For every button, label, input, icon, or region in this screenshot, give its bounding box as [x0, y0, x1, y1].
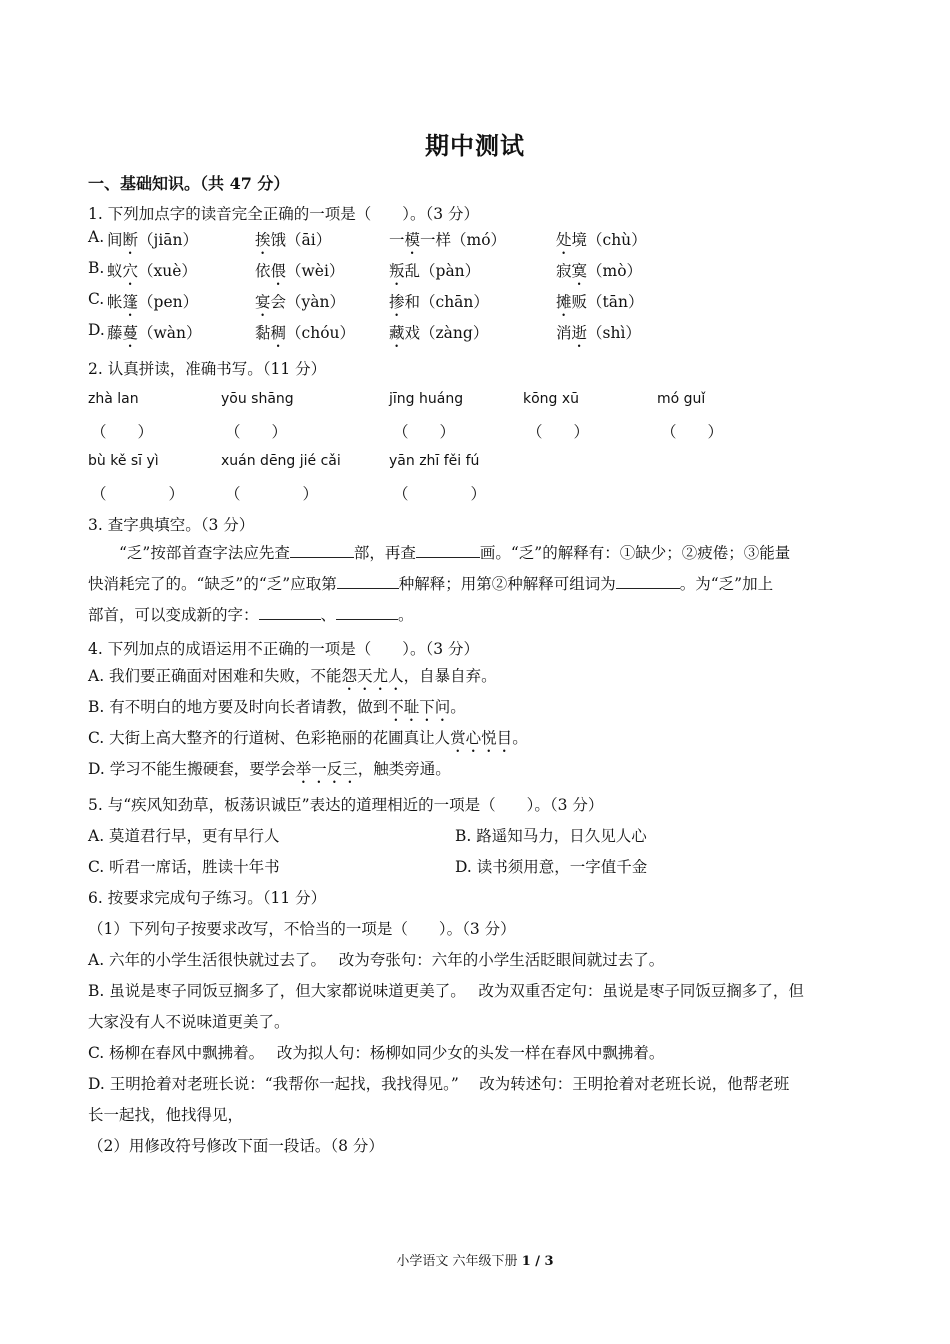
question-5-option-b: B. 路遥知马力，日久见人心: [455, 827, 647, 845]
dotted-character: 偎: [270, 262, 287, 280]
dotted-character: 寞: [571, 262, 588, 280]
option-item: [389, 228, 506, 258]
option-text: 一样（mó）: [420, 231, 507, 249]
question-5-option-c: C. 听君一席话，胜读十年书: [88, 858, 280, 876]
option-text: 蚁: [107, 262, 123, 280]
question-6-option-d-line-1: D. 王明抢着对老班长说：“我帮你一起找，我找得见。” 改为转述句：王明抢着对老班长说，他帮老班: [88, 1075, 790, 1093]
option-text: 帐: [107, 293, 123, 311]
option-text: 会（yàn）: [270, 293, 345, 311]
q3-text: “乏”按部首查字法应先查: [119, 544, 290, 562]
dotted-character: 稠: [270, 324, 287, 342]
pinyin-text: yān zhī fěi fú: [389, 453, 480, 469]
pinyin-text: zhà lan: [88, 391, 139, 407]
option-text: 。: [450, 698, 466, 716]
question-4-option-d: [88, 757, 451, 787]
option-item: [255, 290, 345, 320]
dotted-character: 掺: [389, 293, 405, 311]
option-text: 间: [107, 231, 123, 249]
option-text: （mò）: [587, 262, 643, 280]
pinyin-text: mó guǐ: [657, 391, 706, 407]
option-item: [556, 321, 641, 351]
dotted-character: 逝: [571, 324, 588, 342]
answer-blank[interactable]: [616, 571, 680, 589]
q3-text: 、: [320, 606, 337, 624]
dotted-character: 藏: [389, 324, 405, 342]
question-6-sub-1: （1）下列句子按要求改写，不恰当的一项是（ ）。（3 分）: [88, 920, 516, 938]
option-label: C.: [88, 290, 105, 308]
question-4-option-a: [88, 664, 497, 694]
option-label: A.: [88, 228, 105, 246]
dotted-character: 蔓: [122, 324, 139, 342]
option-item: [556, 228, 647, 258]
option-text: 和（chān）: [404, 293, 489, 311]
option-item: [389, 290, 489, 320]
dotted-character: 叛: [389, 262, 405, 280]
answer-blank[interactable]: [336, 602, 398, 620]
option-item: [255, 259, 344, 289]
question-2-stem: 2. 认真拼读，准确书写。（11 分）: [88, 360, 327, 378]
option-item: [255, 321, 355, 351]
option-text: 一: [389, 231, 405, 249]
question-6-stem: 6. 按要求完成句子练习。（11 分）: [88, 889, 327, 907]
q3-text: 画。“乏”的解释有：①缺少；②疲倦；③能量: [479, 544, 791, 562]
answer-blank[interactable]: [337, 571, 399, 589]
option-item: [389, 321, 488, 351]
option-text: 贩（tān）: [571, 293, 644, 311]
answer-parentheses[interactable]: （ ）: [91, 485, 185, 503]
option-label: D.: [88, 321, 105, 339]
dotted-idiom: 怨天尤人: [341, 667, 404, 685]
question-6-sub-2: （2）用修改符号修改下面一段话。（8 分）: [88, 1137, 384, 1155]
option-label: B.: [88, 259, 105, 277]
q3-text: 部首，可以变成新的字：: [88, 606, 259, 624]
dotted-character: 穴: [122, 262, 139, 280]
question-4-stem: 4. 下列加点的成语运用不正确的一项是（ ）。（3 分）: [88, 640, 480, 658]
option-item: [556, 290, 643, 320]
option-text: 乱（pàn）: [404, 262, 481, 280]
option-item: [255, 228, 331, 258]
dotted-character: 宴: [255, 293, 271, 311]
option-item: [107, 259, 197, 289]
question-6-option-c: C. 杨柳在春风中飘拂着。 改为拟人句：杨柳如同少女的头发一样在春风中飘拂着。: [88, 1044, 665, 1062]
dotted-character: 模: [404, 231, 421, 249]
question-5-option-a: A. 莫道君行早，更有早行人: [88, 827, 280, 845]
pinyin-text: kōng xū: [523, 391, 580, 407]
q3-text: 。: [398, 606, 414, 624]
section-heading: 一、基础知识。（共 47 分）: [88, 174, 290, 193]
footer-text: 小学语文 六年级下册: [396, 1254, 522, 1269]
page-number: 1 / 3: [521, 1254, 554, 1269]
dotted-idiom: 举一反三: [295, 760, 358, 778]
pinyin-text: xuán dēng jié cǎi: [221, 453, 341, 469]
dotted-idiom: 赏心悦目: [450, 729, 513, 747]
option-text: 境（chù）: [571, 231, 647, 249]
option-item: [107, 290, 198, 320]
option-text: 寂: [556, 262, 572, 280]
dotted-idiom: 不耻下问: [388, 698, 451, 716]
option-text: A. 我们要正确面对困难和失败，不能: [88, 667, 342, 685]
option-text: ，自暴自弃。: [403, 667, 497, 685]
option-text: （pen）: [138, 293, 199, 311]
answer-parentheses[interactable]: （ ）: [393, 423, 456, 441]
option-text: （shì）: [587, 324, 641, 342]
pinyin-text: bù kě sī yì: [88, 453, 159, 469]
question-4-option-c: [88, 726, 528, 756]
question-5-stem: 5. 与“疾风知劲草，板荡识诚臣”表达的道理相近的一项是（ ）。（3 分）: [88, 796, 604, 814]
option-text: （xuè）: [138, 262, 197, 280]
option-text: 黏: [255, 324, 271, 342]
option-text: 藤: [107, 324, 123, 342]
option-text: D. 学习不能生搬硬套，要学会: [88, 760, 296, 778]
option-text: 。: [512, 729, 528, 747]
question-6-option-b-line-1: B. 虽说是枣子同饭豆搁多了，但大家都说味道更美了。 改为双重否定句：虽说是枣子同饭豆搁多了，但: [88, 982, 804, 1000]
dotted-character: 处: [556, 231, 572, 249]
question-5-option-d: D. 读书须用意，一字值千金: [455, 858, 648, 876]
answer-parentheses[interactable]: （ ）: [661, 423, 724, 441]
q3-text: 。为“乏”加上: [679, 575, 774, 593]
option-item: [107, 228, 198, 258]
q3-text: 种解释；用第②种解释可组词为: [398, 575, 616, 593]
question-6-option-a: A. 六年的小学生活很快就过去了。 改为夸张句：六年的小学生活眨眼间就过去了。: [88, 951, 665, 969]
question-4-option-b: [88, 695, 466, 725]
answer-blank[interactable]: [290, 540, 354, 558]
answer-blank[interactable]: [259, 602, 321, 620]
page-title: 期中测试: [425, 131, 525, 160]
option-text: 依: [255, 262, 271, 280]
answer-parentheses[interactable]: （ ）: [527, 423, 590, 441]
dotted-character: 挨: [255, 231, 271, 249]
dotted-character: 摊: [556, 293, 572, 311]
q3-text: 部，再查: [353, 544, 416, 562]
dotted-character: 断: [122, 231, 139, 249]
question-6-option-d-line-2: 长一起找，他找得见，: [88, 1106, 244, 1124]
answer-parentheses[interactable]: （ ）: [225, 423, 288, 441]
answer-parentheses[interactable]: （ ）: [225, 485, 319, 503]
option-text: ，触类旁通。: [357, 760, 451, 778]
option-text: 消: [556, 324, 572, 342]
page-footer: [0, 1250, 950, 1269]
answer-blank[interactable]: [416, 540, 480, 558]
option-text: 饿（āi）: [270, 231, 332, 249]
question-1-stem: 1. 下列加点字的读音完全正确的一项是（ ）。（3 分）: [88, 205, 480, 223]
option-text: B. 有不明白的地方要及时向长者请教，做到: [88, 698, 389, 716]
pinyin-text: jīng huáng: [389, 391, 464, 407]
option-item: [107, 321, 202, 351]
answer-parentheses[interactable]: （ ）: [393, 485, 487, 503]
question-3-body: [88, 538, 868, 631]
option-text: （chóu）: [286, 324, 356, 342]
option-text: C. 大街上高大整齐的行道树、色彩艳丽的花圃真让人: [88, 729, 451, 747]
q3-text: 快消耗完了的。“缺乏”的“乏”应取第: [88, 575, 337, 593]
question-3-stem: 3. 查字典填空。（3 分）: [88, 516, 255, 534]
question-6-option-b-line-2: 大家没有人不说味道更美了。: [88, 1013, 290, 1031]
answer-parentheses[interactable]: （ ）: [91, 423, 154, 441]
option-text: （wàn）: [138, 324, 202, 342]
option-text: （jiān）: [138, 231, 199, 249]
pinyin-text: yōu shāng: [221, 391, 294, 407]
option-text: 戏（zàng）: [404, 324, 489, 342]
option-item: [389, 259, 480, 289]
dotted-character: 篷: [122, 293, 139, 311]
option-text: （wèi）: [286, 262, 345, 280]
option-item: [556, 259, 642, 289]
